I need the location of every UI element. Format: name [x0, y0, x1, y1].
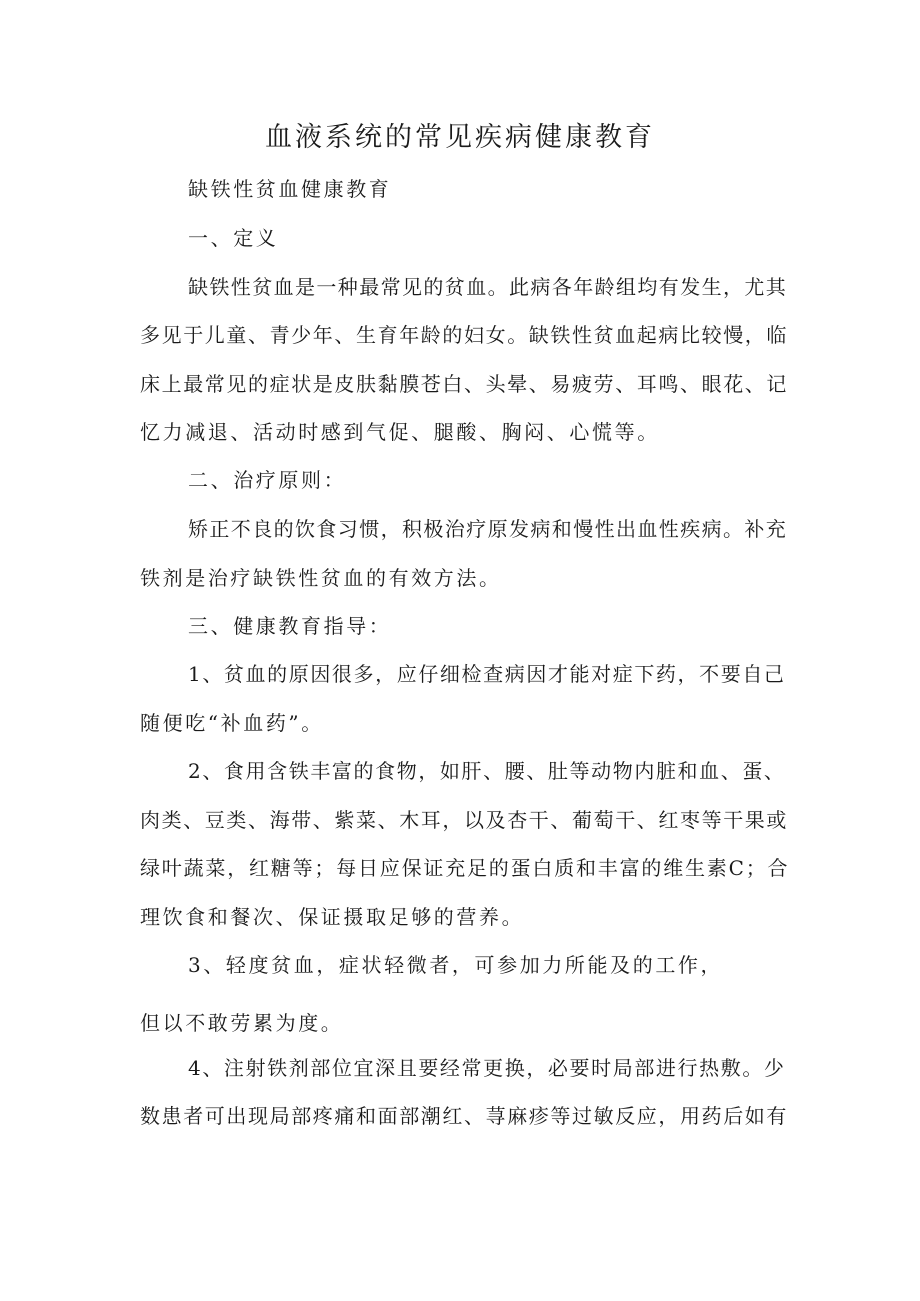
section-heading-definition: 一、定义: [188, 226, 279, 250]
paragraph-line: 床上最常见的症状是皮肤黏膜苍白、头晕、易疲劳、耳鸣、眼花、记: [140, 372, 788, 396]
subtitle: 缺铁性贫血健康教育: [188, 177, 392, 201]
paragraph-line: 忆力减退、活动时感到气促、腿酸、胸闷、心慌等。: [140, 420, 660, 444]
list-item-line: 但以不敢劳累为度。: [140, 1011, 344, 1035]
list-item-line: 理饮食和餐次、保证摄取足够的营养。: [140, 905, 525, 929]
list-item-line: 数患者可出现局部疼痛和面部潮红、荨麻疹等过敏反应，用药后如有: [140, 1104, 788, 1128]
paragraph-line: 铁剂是治疗缺铁性贫血的有效方法。: [140, 566, 502, 590]
paragraph-line: 矫正不良的饮食习惯，积极治疗原发病和慢性出血性疾病。补充: [188, 517, 788, 541]
list-item-line: 2、食用含铁丰富的食物，如肝、腰、肚等动物内脏和血、蛋、: [188, 759, 786, 783]
list-item-line: 4、注射铁剂部位宜深且要经常更换，必要时局部进行热敷。少: [188, 1056, 786, 1080]
list-item-line: 绿叶蔬菜，红糖等；每日应保证充足的蛋白质和丰富的维生素C；合: [140, 856, 790, 880]
document-title: 血液系统的常见疾病健康教育: [265, 122, 655, 153]
list-item-line: 肉类、豆类、海带、紫菜、木耳，以及杏干、葡萄干、红枣等干果或: [140, 808, 788, 832]
section-heading-guidance: 三、健康教育指导：: [188, 614, 392, 638]
list-item-line: 随便吃“补血药”。: [140, 711, 324, 735]
paragraph-line: 缺铁性贫血是一种最常见的贫血。此病各年龄组均有发生，尤其: [188, 275, 788, 299]
list-item-line: 1、贫血的原因很多，应仔细检查病因才能对症下药，不要自己: [188, 662, 786, 686]
paragraph-line: 多见于儿童、青少年、生育年龄的妇女。缺铁性贫血起病比较慢，临: [140, 323, 788, 347]
list-item-line: 3、轻度贫血，症状轻微者，可参加力所能及的工作，: [188, 953, 724, 977]
section-heading-treatment: 二、治疗原则：: [188, 468, 347, 492]
